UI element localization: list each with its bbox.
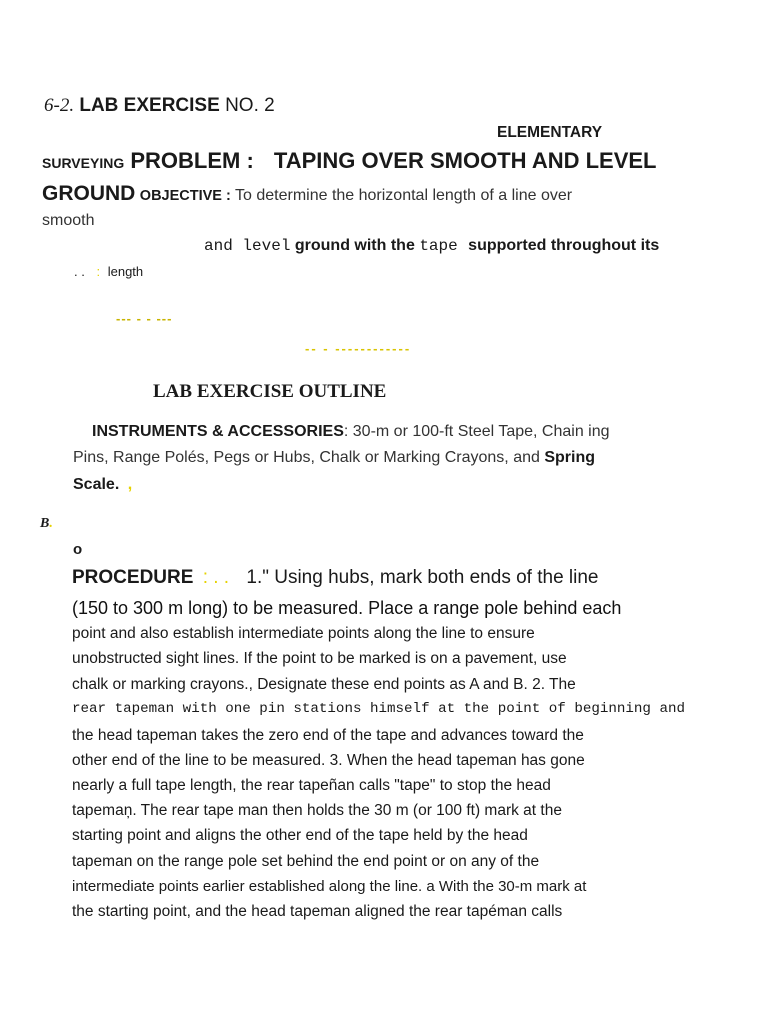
supported-text: supported throughout its xyxy=(468,237,660,254)
procedure-header xyxy=(72,567,599,589)
objective-continuation xyxy=(204,237,659,255)
procedure-line: starting point and aligns the other end of the tape held by the head xyxy=(72,827,528,844)
outline-title: LAB EXERCISE OUTLINE xyxy=(153,381,387,402)
exercise-title: LAB EXERCISE xyxy=(79,95,220,116)
dots: . . xyxy=(74,264,85,279)
instruments-line-2 xyxy=(73,449,595,467)
step-1-intro: 1." Using hubs, mark both ends of the line xyxy=(246,567,599,588)
yellow-colon: : xyxy=(96,264,101,279)
exercise-heading xyxy=(44,95,275,117)
procedure-line: the head tapeman takes the zero end of the tape and advances toward the xyxy=(72,727,584,744)
tape-text: tape xyxy=(419,237,458,255)
ground-with-text: ground with the xyxy=(294,237,415,254)
procedure-line: unobstructed sight lines. If the point to be marked is on a pavement, use xyxy=(72,650,567,667)
ground-label: GROUND xyxy=(42,182,136,205)
procedure-colon: : . . xyxy=(202,567,230,588)
problem-label: PROBLEM : xyxy=(130,148,254,173)
procedure-line: rear tapeman with one pin stations himself at the point of beginning and xyxy=(72,701,685,717)
surveying-label: SURVEYING xyxy=(42,155,125,171)
dash-row-2: -- - ------------ xyxy=(305,341,412,356)
instruments-line-3 xyxy=(73,476,132,494)
problem-line xyxy=(42,148,657,174)
bullet-o: o xyxy=(73,541,83,558)
procedure-line: the starting point, and the head tapeman aligned the rear tapéman calls xyxy=(72,903,563,920)
exercise-number: 6-2. xyxy=(44,95,75,116)
instruments-text-2: Pins, Range Polés, Pegs or Hubs, Chalk or Marking Crayons, and xyxy=(73,449,540,466)
procedure-line: point and also establish intermediate points along the line to ensure xyxy=(72,625,535,642)
and-level-text: and level xyxy=(204,237,291,255)
problem-title: TAPING OVER SMOOTH AND LEVEL xyxy=(273,148,657,173)
length-line xyxy=(74,264,143,279)
length-text: length xyxy=(107,264,144,279)
procedure-line: tapemaņ. The rear tape man then holds the 30 m (or 100 ft) mark at the xyxy=(72,802,562,819)
procedure-line: tapeman on the range pole set behind the end point or on any of the xyxy=(72,853,540,870)
procedure-line: intermediate points earlier established along the line. a With the 30-m mark at xyxy=(72,878,587,895)
objective-line xyxy=(42,182,572,206)
yellow-comma: , xyxy=(127,476,133,493)
procedure-line: chalk or marking crayons., Designate these end points as A and B. 2. The xyxy=(72,676,576,693)
procedure-label: PROCEDURE xyxy=(72,567,194,588)
elementary-label: ELEMENTARY xyxy=(497,124,603,141)
objective-text: To determine the horizontal length of a line over xyxy=(235,187,573,204)
instruments-line-1 xyxy=(92,423,610,441)
instruments-text-1: : 30-m or 100-ft Steel Tape, Chain ing xyxy=(343,423,610,440)
smooth-text: smooth xyxy=(42,212,95,229)
instruments-label: INSTRUMENTS & ACCESSORIES xyxy=(92,423,344,440)
procedure-line: other end of the line to be measured. 3. When the head tapeman has gone xyxy=(72,752,585,769)
scale-text: Scale. xyxy=(73,476,120,493)
section-b-marker: B. xyxy=(40,516,53,531)
procedure-line: (150 to 300 m long) to be measured. Place a range pole behind each xyxy=(72,598,622,618)
exercise-no: NO. 2 xyxy=(225,95,275,116)
objective-label: OBJECTIVE : xyxy=(139,188,231,204)
spring-text: Spring xyxy=(544,449,596,466)
dash-row-1: --- - - --- xyxy=(116,311,173,326)
procedure-line: nearly a full tape length, the rear tapeñan calls "tape" to stop the head xyxy=(72,777,551,794)
